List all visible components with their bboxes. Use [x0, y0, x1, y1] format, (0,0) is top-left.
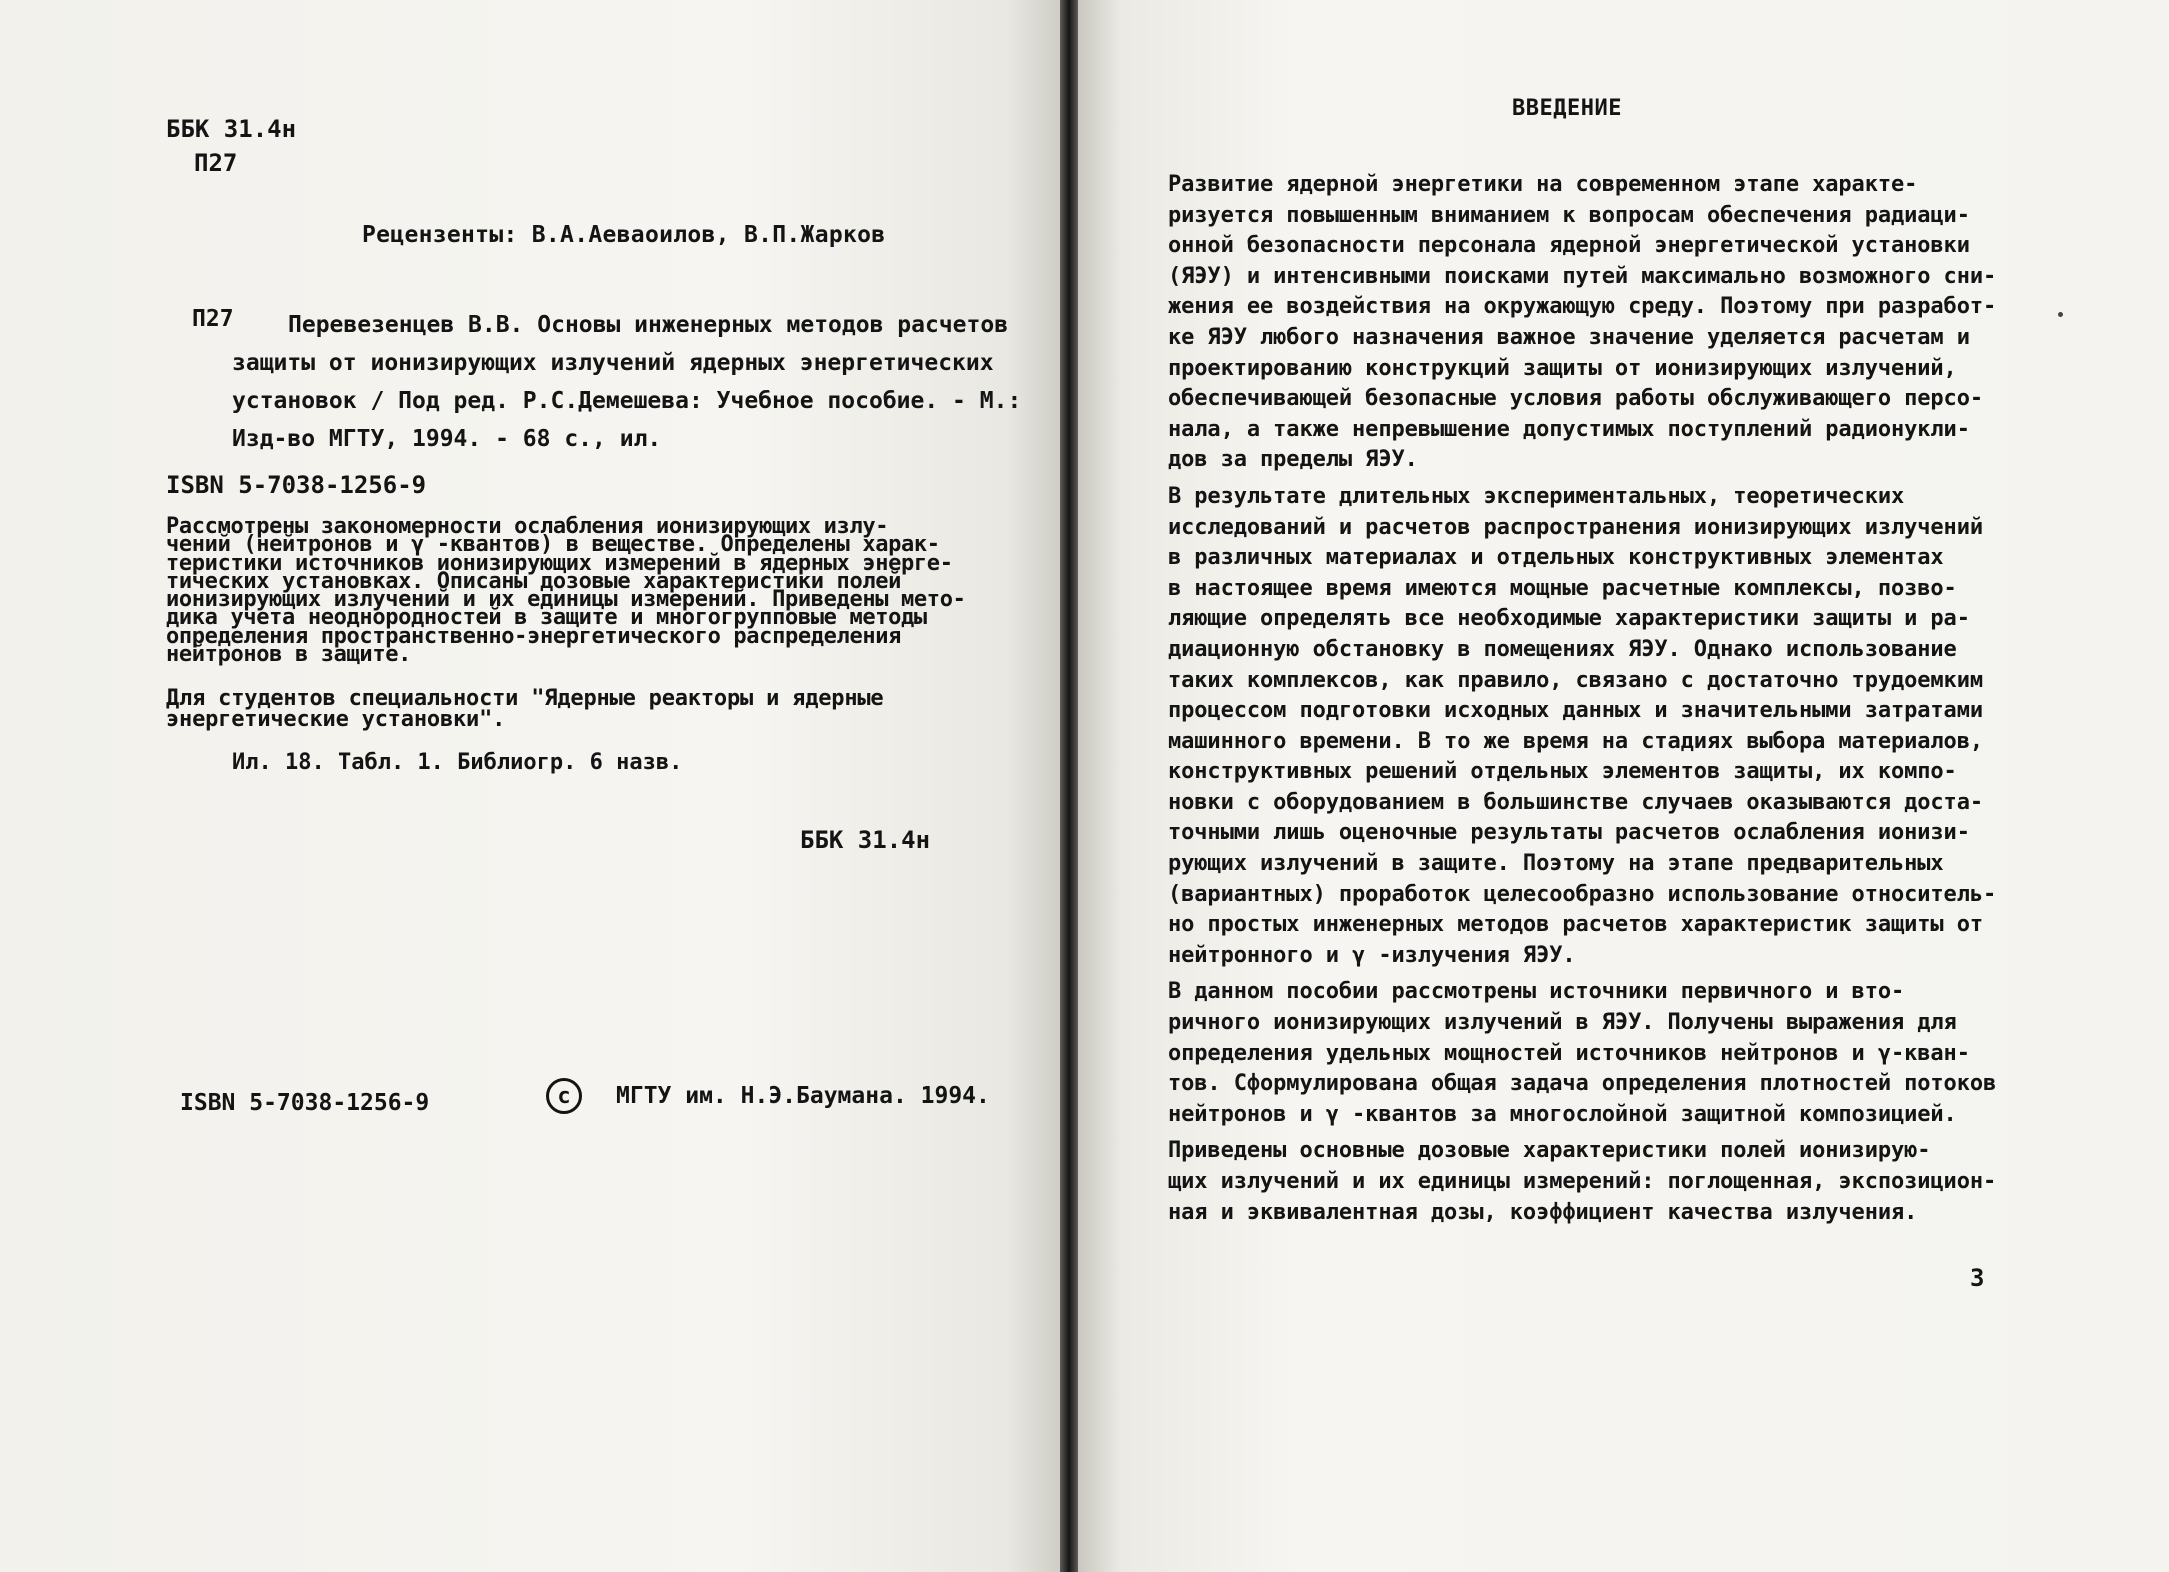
text-line: точными лишь оценочные результаты расчетов ослабления ионизи- [1168, 820, 1970, 846]
book-stats: Ил. 18. Табл. 1. Библиогр. 6 назв. [232, 750, 683, 775]
citation-code: П27 [192, 306, 234, 332]
text-line: в настоящее время имеются мощные расчетные комплексы, позво- [1168, 575, 1957, 601]
text-line: машинного времени. В то же время на стадиях выбора материалов, [1168, 728, 1983, 754]
citation-line: Перевезенцев В.В. Основы инженерных методов расчетов [288, 312, 1009, 338]
audience-line: Для студентов специальности "Ядерные реакторы и ядерные [166, 686, 884, 711]
copyright-line [546, 1078, 990, 1114]
text-line: таких комплексов, как правило, связано с достаточно трудоемким [1168, 667, 1983, 693]
audience-note [166, 688, 883, 730]
abstract-line: определения пространственно-энергетического распределения [166, 623, 902, 649]
reviewers-line: Рецензенты: В.А.Аеваоилов, В.П.Жарков [362, 222, 886, 248]
abstract-line: Рассмотрены закономерности ослабления ионизирующих излу- [166, 514, 889, 539]
left-page [0, 0, 1060, 1572]
bbk-classification [166, 112, 296, 180]
isbn-number-bottom: ISBN 5-7038-1256-9 [180, 1090, 430, 1116]
abstract-line: тических установках. Описаны дозовые характеристики полей [166, 568, 902, 594]
citation-line: установок / Под ред. Р.С.Демешева: Учебное пособие. - М.: [232, 388, 1022, 414]
paragraph [1168, 977, 1996, 1130]
text-line: нейтронов и γ -квантов за многослойной защитной композицией. [1168, 1101, 1957, 1127]
text-line: новки с оборудованием в большинстве случаев оказываются доста- [1168, 789, 1983, 815]
text-line: определения удельных мощностей источников нейтронов и γ-кван- [1168, 1040, 1970, 1066]
bbk-code-bottom: ББК 31.4н [800, 826, 931, 854]
text-line: обеспечивающей безопасные условия работы обслуживающего персо- [1168, 386, 1983, 412]
text-line: исследований и расчетов распространения ионизирующих излучений [1168, 514, 1983, 540]
abstract-line: теристики источников ионизирующих измерений в ядерных энерге- [166, 550, 953, 576]
copyright-icon: c [546, 1078, 582, 1114]
catalog-code: П27 [194, 149, 238, 177]
text-line: ная и эквивалентная дозы, коэффициент качества излучения. [1168, 1199, 1918, 1225]
text-line: тов. Сформулирована общая задача определения плотностей потоков [1168, 1071, 1997, 1097]
copyright-text: МГТУ им. Н.Э.Баумана. 1994. [616, 1083, 990, 1109]
text-line: в различных материалах и отдельных конструктивных элементах [1168, 545, 1944, 571]
text-line: ляющие определять все необходимые характеристики защиты и ра- [1168, 606, 1970, 632]
audience-line: энергетические установки". [166, 707, 506, 732]
citation-line: защиты от ионизирующих излучений ядерных энергетических [232, 350, 994, 376]
bibliographic-citation [232, 306, 1021, 458]
isbn-number: ISBN 5-7038-1256-9 [166, 471, 427, 499]
text-line: Приведены основные дозовые характеристики полей ионизирую- [1168, 1138, 1931, 1164]
page-title: ВВЕДЕНИЕ [1512, 96, 1622, 121]
page-number: 3 [1970, 1264, 1985, 1292]
text-line: ричного ионизирующих излучений в ЯЭУ. Получены выражения для [1168, 1010, 1957, 1036]
text-line: (вариантных) проработок целесообразно использование относитель- [1168, 881, 1997, 907]
abstract-line: чений (нейтронов и γ -квантов) в веществе. Определены харак- [166, 532, 940, 558]
text-line: проектированию конструкций защиты от ионизирующих излучений, [1168, 355, 1957, 381]
text-line: Развитие ядерной энергетики на современном этапе характе- [1168, 172, 1918, 197]
text-line: щих излучений и их единицы измерений: поглощенная, экспозицион- [1168, 1169, 1997, 1194]
text-line: ризуется повышенным вниманием к вопросам обеспечения радиаци- [1168, 202, 1970, 228]
text-line: нейтронного и γ -излучения ЯЭУ. [1168, 942, 1576, 968]
text-line: конструктивных решений отдельных элементов защиты, их компо- [1168, 759, 1957, 785]
text-line: дов за пределы ЯЭУ. [1168, 447, 1418, 473]
text-line: (ЯЭУ) и интенсивными поисками путей максимально возможного сни- [1168, 263, 1997, 289]
text-line: но простых инженерных методов расчетов характеристик защиты от [1168, 912, 1983, 938]
text-line: В результате длительных экспериментальных, теоретических [1168, 483, 1905, 509]
text-line: нала, а также непревышение допустимых поступлений радионукли- [1168, 416, 1970, 442]
bbk-code: ББК 31.4н [166, 115, 297, 143]
abstract-line: ионизирующих излучений и их единицы измерений. Приведены мето- [166, 587, 966, 613]
text-line: В данном пособии рассмотрены источники первичного и вто- [1168, 979, 1905, 1005]
abstract-line: нейтронов в защите. [166, 642, 412, 668]
text-line: онной безопасности персонала ядерной энергетической установки [1168, 233, 1970, 259]
citation-line: Изд-во МГТУ, 1994. - 68 с., ил. [232, 426, 662, 452]
text-line: ке ЯЭУ любого назначения важное значение уделяется расчетам и [1168, 324, 1970, 350]
text-line: рующих излучений в защите. Поэтому на этапе предварительных [1168, 851, 1944, 877]
paragraph [1168, 482, 1996, 972]
introduction-text [1168, 170, 1996, 1234]
book-gutter [1060, 0, 1078, 1572]
text-line: процессом подготовки исходных данных и значительными затратами [1168, 698, 1983, 724]
abstract [166, 514, 966, 668]
paper-speck [2058, 312, 2063, 317]
abstract-line: дика учета неоднородностей в защите и многогрупповые методы [166, 605, 927, 631]
text-line: диационную обстановку в помещениях ЯЭУ. Однако использование [1168, 636, 1957, 662]
paragraph [1168, 1136, 1996, 1228]
text-line: жения ее воздействия на окружающую среду. Поэтому при разработ- [1168, 294, 1997, 320]
paragraph [1168, 170, 1996, 476]
